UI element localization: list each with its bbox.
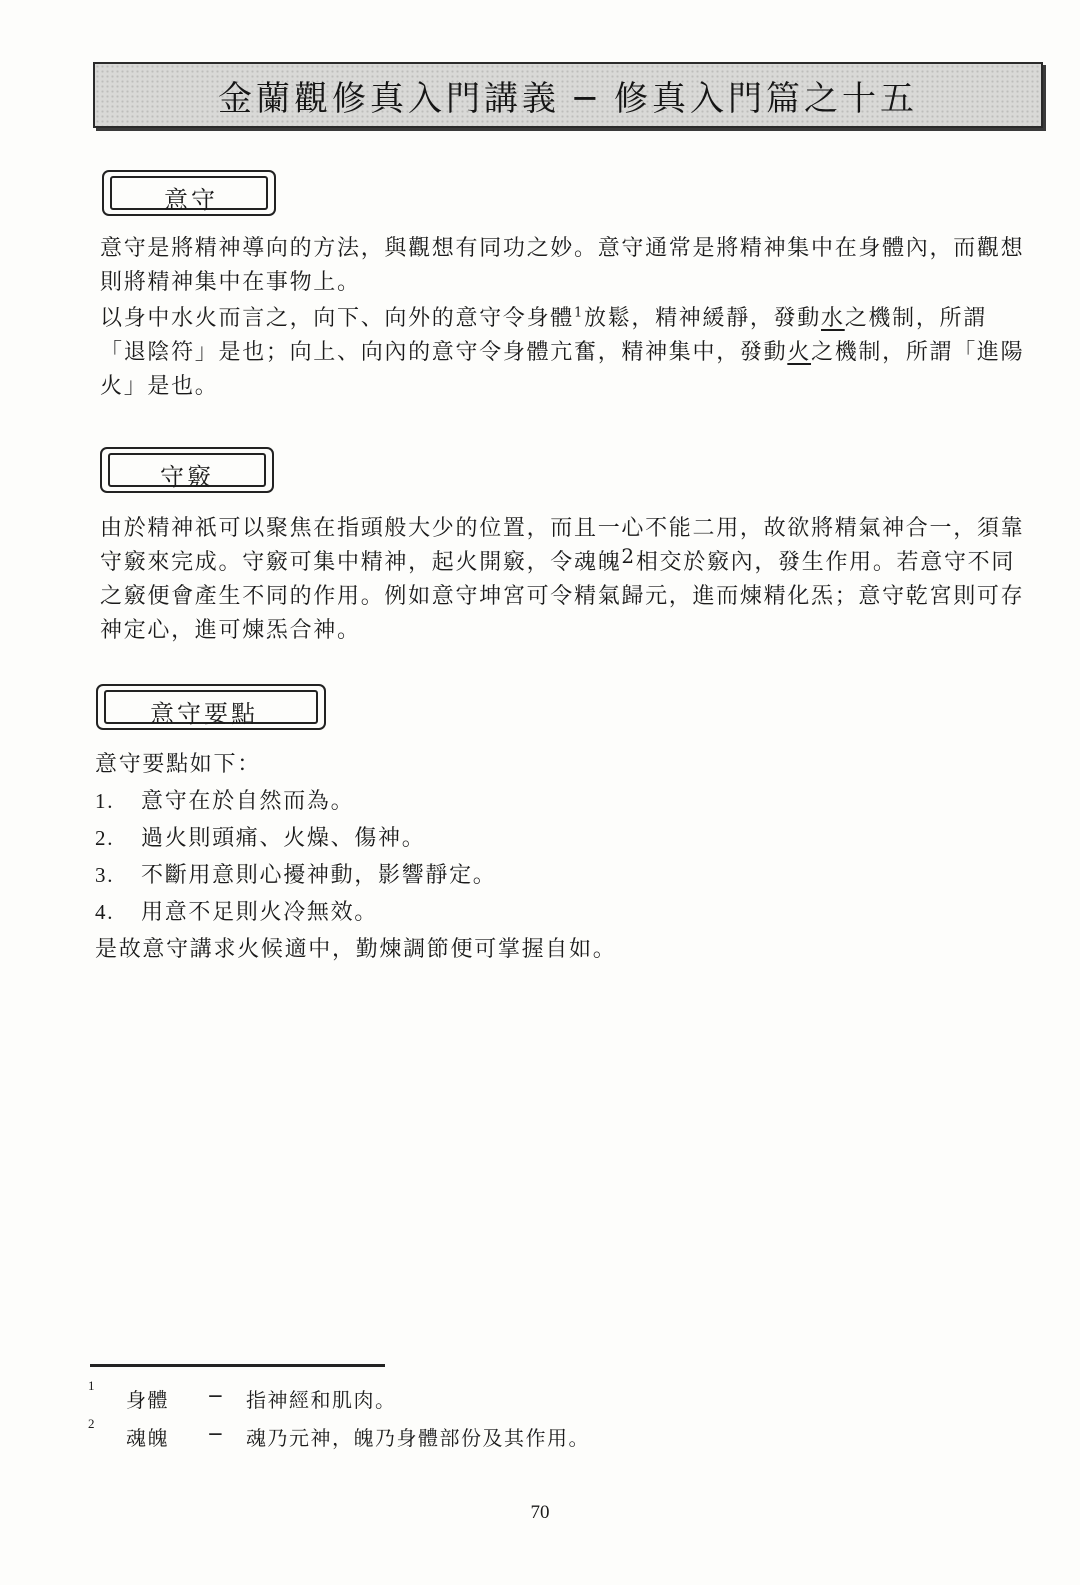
footnote-text: 指神經和肌肉。 bbox=[246, 1388, 397, 1412]
section-label-yishou-yaodian bbox=[96, 684, 326, 730]
section-label-text: 守竅 bbox=[160, 463, 214, 491]
page-title: 金蘭觀修真入門講義 ─ 修真入門篇之十五 bbox=[217, 78, 919, 119]
key-points bbox=[95, 746, 1025, 968]
paragraph: 意守是將精神導向的方法，與觀想有同功之妙。意守通常是將精神集中在身體內，而觀想則將精神集中在事物上。 bbox=[100, 236, 1025, 295]
section-label-shouqiao bbox=[100, 447, 274, 493]
list-item bbox=[95, 894, 1025, 931]
footnote-dash: ─ bbox=[209, 1384, 223, 1408]
text-run: 由於精神祇可以聚焦在指頭般大少的位置，而且一心不能二用，故欲將精氣神合一，須靠守竅來完成。守竅可集中精神，起火開竅，令魂魄 bbox=[100, 516, 1025, 575]
footnote-number: 1 bbox=[88, 1378, 96, 1393]
list-number: 3. bbox=[95, 863, 115, 887]
list-number: 2. bbox=[95, 826, 115, 850]
footnote-term: 魂魄 bbox=[126, 1426, 169, 1450]
footnote-number: 2 bbox=[88, 1416, 96, 1431]
list-item bbox=[95, 783, 1025, 820]
list-item bbox=[95, 857, 1025, 894]
footnote-term: 身體 bbox=[126, 1388, 169, 1412]
section-label-text: 意守要點 bbox=[150, 700, 258, 728]
list-text: 用意不足則火冷無效。 bbox=[141, 900, 379, 925]
list-text: 不斷用意則心擾神動，影響靜定。 bbox=[141, 863, 497, 888]
section-label-yishou bbox=[102, 170, 276, 216]
list-text: 意守在於自然而為。 bbox=[141, 789, 355, 814]
footnote-text: 魂乃元神，魄乃身體部份及其作用。 bbox=[246, 1426, 590, 1450]
text-run: 相交於竅內，發生作用。若意守不同之竅便會產生不同的作用。例如意守坤宮可令精氣歸元，進而煉精化炁；意守乾宮則可存神定心，進可煉炁合神。 bbox=[100, 550, 1025, 643]
footnote-ref-2[interactable]: 2 bbox=[621, 544, 636, 568]
section-yishou-body bbox=[100, 232, 1030, 404]
list-number: 4. bbox=[95, 900, 115, 924]
section-shouqiao-body bbox=[100, 512, 1030, 648]
list-number: 1. bbox=[95, 789, 115, 813]
page-header bbox=[93, 62, 1043, 128]
section-label-text: 意守 bbox=[164, 186, 218, 214]
paragraph bbox=[100, 302, 1030, 404]
footnote-1 bbox=[88, 1378, 397, 1413]
list-item bbox=[95, 820, 1025, 857]
list-text: 過火則頭痛、火燥、傷神。 bbox=[141, 826, 426, 851]
text-run: 之機制，所謂「退陰符」是也；向上、向內的意守令身體亢奮，精神集中，發動 bbox=[100, 306, 987, 365]
footnote-ref-1[interactable]: 1 bbox=[574, 305, 584, 321]
key-points-intro: 意守要點如下： bbox=[95, 752, 261, 777]
paragraph bbox=[100, 512, 1030, 648]
text-run: 以身中水火而言之，向下、向外的意守令身體 bbox=[100, 306, 575, 331]
footnote-dash: ─ bbox=[209, 1422, 223, 1446]
text-run: 放鬆，精神緩靜，發動 bbox=[584, 306, 822, 331]
underlined-fire: 火 bbox=[787, 340, 812, 365]
underlined-water: 水 bbox=[821, 306, 845, 331]
text-run: 之機制，所謂「進陽火」是也。 bbox=[100, 340, 1025, 399]
footnote-2 bbox=[88, 1416, 590, 1451]
page-number: 70 bbox=[530, 1502, 550, 1523]
footnote-divider bbox=[90, 1364, 385, 1367]
key-points-conclusion: 是故意守講求火候適中，勤煉調節便可掌握自如。 bbox=[95, 937, 617, 962]
